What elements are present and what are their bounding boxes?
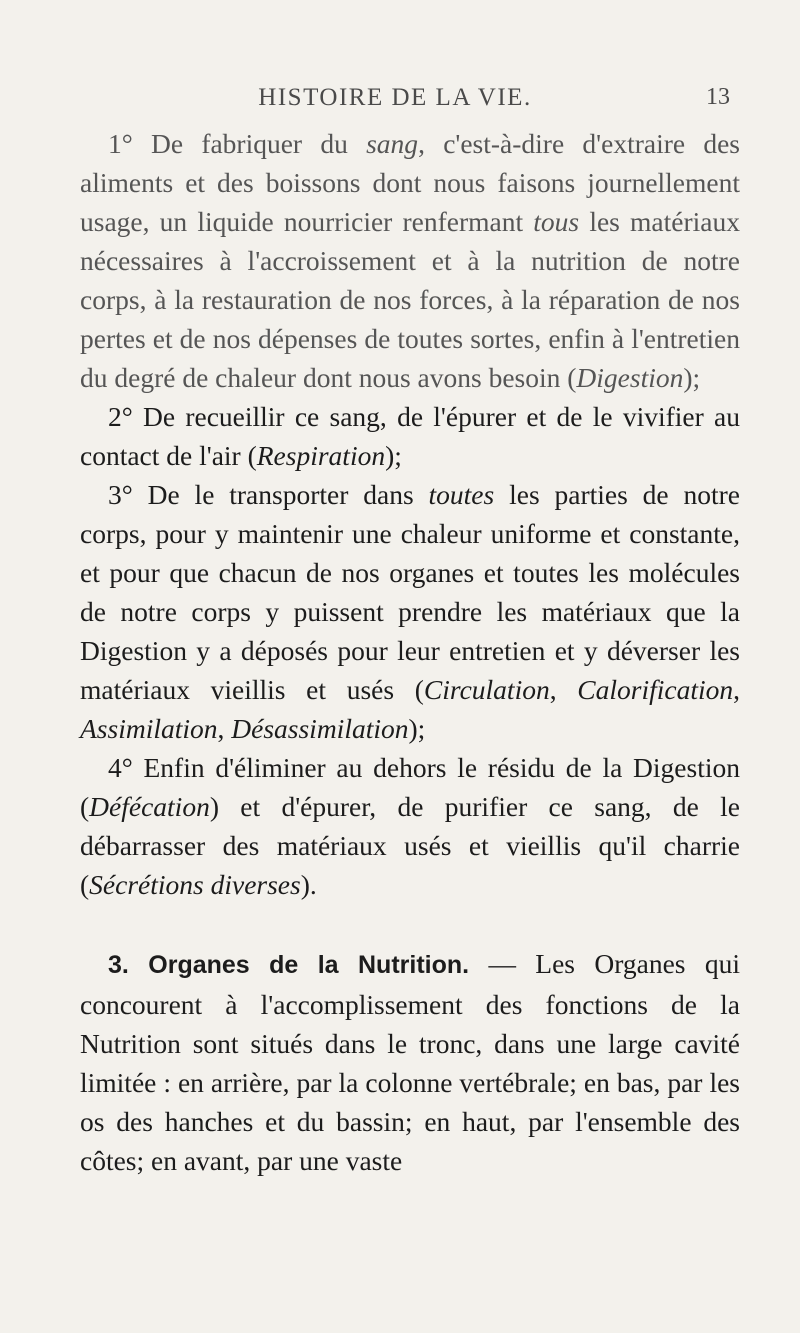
italic-term: toutes (428, 479, 495, 510)
italic-term: Calorification (577, 674, 734, 705)
paragraph-respiration (80, 397, 740, 475)
item-number: 4° (108, 752, 133, 783)
body-text (80, 124, 740, 1180)
paragraph-circulation (80, 475, 740, 748)
paragraph-digestion (80, 124, 740, 397)
item-number: 3° (108, 479, 133, 510)
text-run: , c'est-à-dire d'extraire des aliments et des boissons dont nous faisons journellement usage, un liquide nourricier renfermant (80, 128, 741, 237)
italic-term: Assimilation (80, 713, 218, 744)
text-run: , (549, 674, 578, 705)
section-text: — Les Organes qui concourent à l'accomplissement des fonctions de la Nutrition sont situés dans le tronc, dans une large cavité limitée : en arrière, par la colonne vertébrale; en bas, par les os des hanches et du bassin; en haut, par l'ensemble des côtes; en avant, par une vaste (80, 948, 740, 1176)
text-run: De recueillir ce sang, de l'épurer et de le vivifier au contact de l'air ( (80, 401, 740, 471)
page-number: 13 (706, 84, 730, 110)
text-run: , (217, 713, 232, 744)
section-heading: 3. Organes de la Nutrition. (108, 951, 470, 979)
text-run: ); (385, 440, 402, 471)
text-run: De le transporter dans (132, 479, 429, 510)
italic-term: Sécrétions diverses (89, 869, 301, 900)
italic-term: Défécation (89, 791, 210, 822)
item-number: 1° (108, 128, 133, 159)
text-run: ); (683, 362, 701, 393)
italic-term: Circulation (423, 674, 550, 705)
text-run: ) et d'épurer, de purifier ce sang, de le débarrasser des matériaux usés et vieillis qu'il charrie ( (80, 791, 740, 900)
text-run: De fabriquer du (132, 128, 367, 159)
item-number: 2° (108, 401, 133, 432)
italic-term: Respiration (256, 440, 386, 471)
text-run: , (733, 674, 740, 705)
text-run: les matériaux nécessaires à l'accroissement et à la nutrition de notre corps, à la restauration de nos forces, à la réparation de nos pertes et de nos dépenses de toutes sortes, enfin à l'entretien du degré de chaleur dont nous avons besoin ( (80, 206, 740, 393)
text-run: les parties de notre corps, pour y maintenir une chaleur uniforme et constante, et pour que chacun de nos organes et toutes les molécules de notre corps y puissent prendre les matériaux que la Digestion y a déposés pour leur entretien et y déverser les matériaux vieillis et usés ( (80, 479, 741, 705)
italic-term: Digestion (576, 362, 684, 393)
text-run: Enfin d'éliminer au dehors le résidu de la Digestion ( (80, 752, 740, 822)
italic-term: sang (366, 128, 419, 159)
running-title: HISTOIRE DE LA VIE. (258, 84, 532, 111)
text-run: ). (300, 869, 317, 900)
text-run: ); (408, 713, 426, 744)
italic-term: Désassimilation (231, 713, 409, 744)
paragraph-elimination (80, 748, 740, 904)
section-organes-nutrition (80, 944, 740, 1180)
italic-term: tous (533, 206, 580, 237)
running-header (60, 84, 730, 114)
